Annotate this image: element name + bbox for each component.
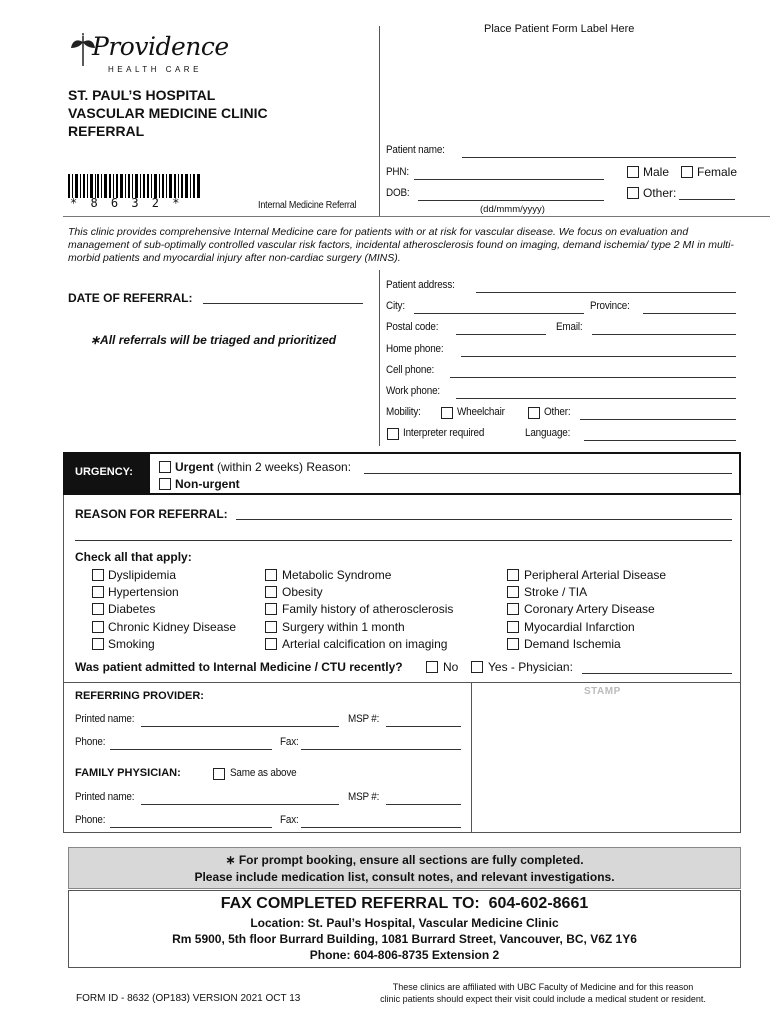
admitted-yes-checkbox[interactable] [471, 661, 483, 673]
email-field[interactable] [592, 334, 736, 335]
provider-section [63, 683, 741, 833]
other-gender-checkbox[interactable] [627, 187, 639, 199]
header-rule [63, 216, 770, 217]
hypertension-label: Hypertension [108, 585, 179, 599]
fax-title-label: FAX COMPLETED REFERRAL TO: [220, 895, 480, 912]
arterial-calcification-checkbox[interactable] [265, 638, 277, 650]
admitted-no-checkbox[interactable] [426, 661, 438, 673]
admitted-yes-label: Yes - Physician: [488, 660, 573, 674]
referring-phone-field[interactable] [110, 749, 272, 750]
smoking-label: Smoking [108, 637, 155, 651]
mi-checkbox[interactable] [507, 621, 519, 633]
dyslipidemia-checkbox[interactable] [92, 569, 104, 581]
language-field[interactable] [584, 440, 736, 441]
reason-field-2[interactable] [75, 540, 732, 541]
mi-label: Myocardial Infarction [524, 620, 635, 634]
referring-msp-label: MSP #: [348, 713, 380, 725]
family-phone-field[interactable] [110, 827, 272, 828]
language-label: Language: [525, 427, 571, 439]
cad-label: Coronary Artery Disease [524, 602, 655, 616]
fax-title [69, 895, 740, 913]
arterial-calcification-label: Arterial calcification on imaging [282, 637, 448, 651]
dob-field[interactable] [418, 200, 604, 201]
obesity-checkbox[interactable] [265, 586, 277, 598]
referring-phone-label: Phone: [75, 736, 106, 748]
barcode-text: * 8 6 3 2 * [70, 196, 183, 210]
city-label: City: [386, 300, 405, 312]
work-phone-label: Work phone: [386, 385, 440, 397]
urgency-label: URGENCY: [75, 466, 133, 478]
family-printed-name-field[interactable] [141, 804, 339, 805]
logo-subtext: HEALTH CARE [108, 65, 202, 74]
triage-note: ∗All referrals will be triaged and prioritized [90, 333, 337, 347]
referring-printed-name-field[interactable] [141, 726, 339, 727]
ubc-note-line-1: These clinics are affiliated with UBC Faculty of Medicine and for this reason [392, 982, 694, 992]
check-all-label: Check all that apply: [75, 550, 192, 564]
family-fax-field[interactable] [301, 827, 461, 828]
notice-box [68, 847, 741, 889]
same-as-above-label: Same as above [230, 767, 297, 779]
intro-paragraph: This clinic provides comprehensive Internal Medicine care for patients with or at risk for vascular disease. We focus on evaluation and management of sub-optimally controlled vascular risk factors, incidental atherosclerosis found on imaging, demand ischemia/ type 2 MI in multi-morbid patients and myocardial injury after non-cardiac surgery (MINS). [68, 226, 734, 264]
female-label: Female [697, 165, 738, 179]
family-msp-field[interactable] [386, 804, 461, 805]
mobility-label: Mobility: [386, 406, 421, 418]
other-gender-field[interactable] [679, 199, 735, 200]
home-phone-label: Home phone: [386, 343, 444, 355]
date-of-referral-field[interactable] [203, 303, 363, 304]
fax-location: Location: St. Paul’s Hospital, Vascular Medicine Clinic [250, 916, 559, 930]
barcode [68, 174, 200, 198]
referring-provider-label: REFERRING PROVIDER: [75, 690, 204, 702]
internal-referral-label: Internal Medicine Referral [258, 200, 357, 211]
ckd-label: Chronic Kidney Disease [108, 620, 237, 634]
interpreter-label: Interpreter required [403, 427, 485, 439]
dob-label: DOB: [386, 187, 410, 199]
stamp-divider [471, 683, 472, 833]
wheelchair-checkbox[interactable] [441, 407, 453, 419]
cell-phone-label: Cell phone: [386, 364, 435, 376]
work-phone-field[interactable] [456, 398, 736, 399]
pad-checkbox[interactable] [507, 569, 519, 581]
email-label: Email: [556, 321, 583, 333]
admitted-physician-field[interactable] [582, 673, 732, 674]
metabolic-syndrome-label: Metabolic Syndrome [282, 568, 392, 582]
smoking-checkbox[interactable] [92, 638, 104, 650]
family-msp-label: MSP #: [348, 791, 380, 803]
interpreter-checkbox[interactable] [387, 428, 399, 440]
fax-box [68, 890, 741, 968]
family-printed-name-label: Printed name: [75, 791, 135, 803]
page-title [68, 86, 268, 140]
non-urgent-label: Non-urgent [175, 477, 240, 491]
admitted-question: Was patient admitted to Internal Medicine / CTU recently? [75, 660, 403, 674]
referring-printed-name-label: Printed name: [75, 713, 135, 725]
pad-label: Peripheral Arterial Disease [524, 568, 667, 582]
obesity-label: Obesity [282, 585, 323, 599]
cad-checkbox[interactable] [507, 603, 519, 615]
header-divider [379, 26, 380, 216]
urgent-label [175, 460, 351, 474]
admitted-no-label: No [443, 660, 459, 674]
mobility-other-label: Other: [544, 406, 571, 418]
ckd-checkbox[interactable] [92, 621, 104, 633]
title-line-1: ST. PAUL’S HOSPITAL [68, 87, 216, 103]
notice-line-1: ∗ For prompt booking, ensure all sections are fully completed. [225, 853, 584, 867]
female-checkbox[interactable] [681, 166, 693, 178]
dob-format-hint: (dd/mmm/yyyy) [480, 204, 545, 215]
form-id: FORM ID - 8632 (OP183) VERSION 2021 OCT 13 [76, 993, 301, 1004]
place-label-text: Place Patient Form Label Here [484, 23, 635, 35]
urgent-reason-field[interactable] [364, 473, 732, 474]
family-history-checkbox[interactable] [265, 603, 277, 615]
dyslipidemia-label: Dyslipidemia [108, 568, 177, 582]
ubc-note-line-2: clinic patients should expect their visit could include a medical student or resident. [380, 994, 706, 1004]
contact-divider [379, 270, 380, 446]
fax-phone: Phone: 604-806-8735 Extension 2 [309, 948, 500, 962]
ubc-note [352, 981, 734, 1005]
title-line-2: VASCULAR MEDICINE CLINIC [68, 105, 268, 121]
hypertension-checkbox[interactable] [92, 586, 104, 598]
mobility-other-checkbox[interactable] [528, 407, 540, 419]
surgery-label: Surgery within 1 month [282, 620, 405, 634]
mobility-other-field[interactable] [580, 419, 736, 420]
patient-name-label: Patient name: [386, 144, 445, 156]
address-field[interactable] [476, 292, 736, 293]
fax-address: Rm 5900, 5th floor Burrard Building, 1081 Burrard Street, Vancouver, BC, V6Z 1Y6 [172, 932, 637, 946]
phn-field[interactable] [414, 179, 604, 180]
diabetes-label: Diabetes [108, 602, 156, 616]
patient-name-field[interactable] [462, 157, 736, 158]
province-field[interactable] [643, 313, 736, 314]
title-line-3: REFERRAL [68, 123, 145, 139]
urgent-label-bold: Urgent [175, 460, 214, 474]
phn-label: PHN: [386, 166, 409, 178]
logo [68, 28, 229, 78]
wheelchair-label: Wheelchair [457, 406, 505, 418]
referring-fax-field[interactable] [301, 749, 461, 750]
other-gender-label: Other: [643, 186, 677, 200]
postal-code-label: Postal code: [386, 321, 439, 333]
address-label: Patient address: [386, 279, 455, 291]
reason-label: REASON FOR REFERRAL: [75, 507, 228, 521]
urgent-checkbox[interactable] [159, 461, 171, 473]
fax-number: 604-602-8661 [488, 895, 589, 912]
stroke-label: Stroke / TIA [524, 585, 588, 599]
cell-phone-field[interactable] [450, 377, 736, 378]
stroke-checkbox[interactable] [507, 586, 519, 598]
urgent-label-rest: (within 2 weeks) Reason: [213, 460, 352, 474]
diabetes-checkbox[interactable] [92, 603, 104, 615]
family-physician-label: FAMILY PHYSICIAN: [75, 767, 181, 779]
surgery-checkbox[interactable] [265, 621, 277, 633]
stamp-label: STAMP [584, 686, 621, 697]
demand-ischemia-label: Demand Ischemia [524, 637, 621, 651]
home-phone-field[interactable] [461, 356, 736, 357]
date-of-referral-label: DATE OF REFERRAL: [68, 291, 193, 305]
male-label: Male [643, 165, 670, 179]
family-fax-label: Fax: [280, 814, 299, 826]
reason-field-1[interactable] [236, 519, 732, 520]
notice-line-2: Please include medication list, consult notes, and relevant investigations. [194, 870, 615, 884]
referring-fax-label: Fax: [280, 736, 299, 748]
family-phone-label: Phone: [75, 814, 106, 826]
city-field[interactable] [414, 313, 584, 314]
province-label: Province: [590, 300, 630, 312]
referring-msp-field[interactable] [386, 726, 461, 727]
postal-code-field[interactable] [456, 334, 546, 335]
logo-text: Providence [92, 32, 229, 61]
demand-ischemia-checkbox[interactable] [507, 638, 519, 650]
male-checkbox[interactable] [627, 166, 639, 178]
non-urgent-checkbox[interactable] [159, 478, 171, 490]
metabolic-syndrome-checkbox[interactable] [265, 569, 277, 581]
same-as-above-checkbox[interactable] [213, 768, 225, 780]
family-history-label: Family history of atherosclerosis [282, 602, 454, 616]
